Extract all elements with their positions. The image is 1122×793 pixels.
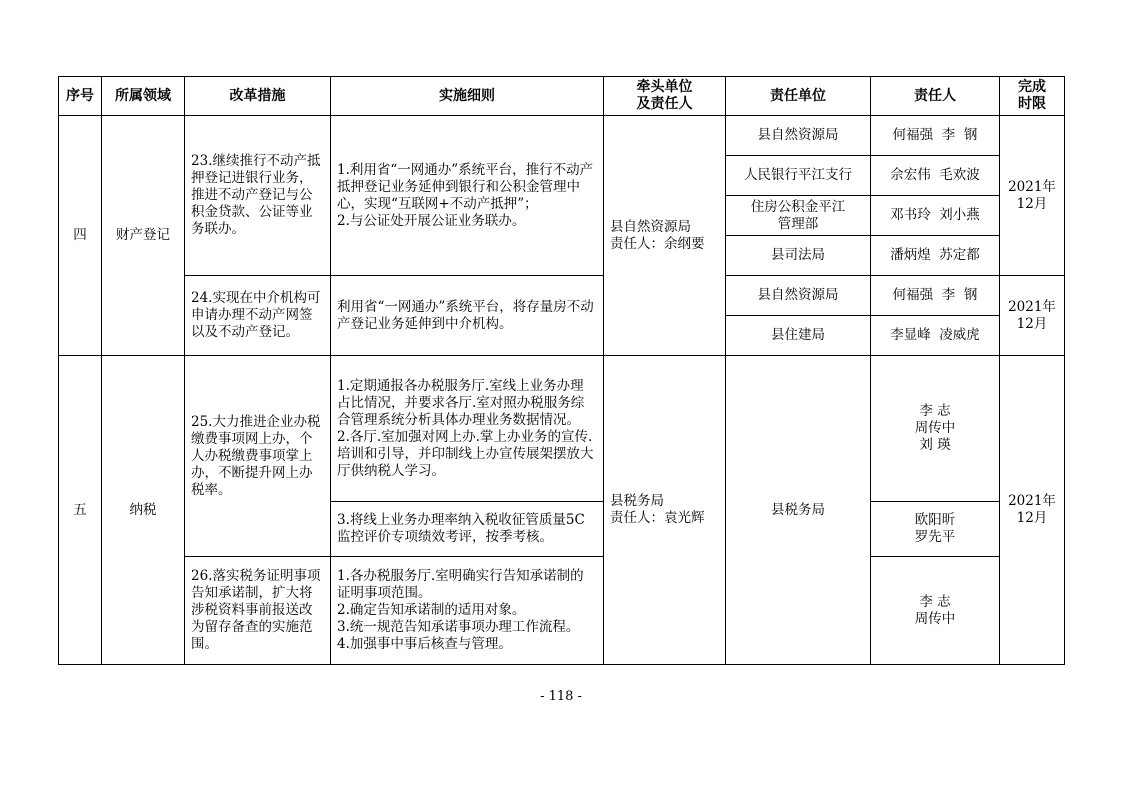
item26-detail: 1.各办税服务厅.室明确实行告知承诺制的证明事项范围。 2.确定告知承诺制的适用对象。 3.统一规范告知承诺事项办理工作流程。 4.加强事中事后核查与管理。	[331, 557, 604, 665]
item25-person-a: 李 志 周传中 刘 瑛	[871, 356, 1000, 502]
item23-detail: 1.利用省“一网通办”系统平台，推行不动产抵押登记业务延伸到银行和公积金管理中心，实现“互联网+不动产抵押”； 2.与公证处开展公证业务联办。	[331, 116, 604, 276]
table-row	[59, 557, 1065, 665]
header-row	[59, 77, 1065, 116]
group5-unit: 县税务局	[726, 356, 871, 665]
item24-measure: 24.实现在中介机构可申请办理不动产网签以及不动产登记。	[185, 276, 331, 356]
table-row	[59, 276, 1065, 316]
item23-unit-4: 县司法局	[726, 236, 871, 276]
item24-deadline: 2021年 12月	[1000, 276, 1065, 356]
header-person: 责任人	[871, 77, 1000, 116]
group4-lead: 县自然资源局 责任人：余纲要	[604, 116, 726, 356]
group4-field: 财产登记	[102, 116, 185, 356]
header-seq: 序号	[59, 77, 102, 116]
item23-unit-3: 住房公积金平江 管理部	[726, 196, 871, 236]
item23-person-2: 佘宏伟 毛欢波	[871, 156, 1000, 196]
header-measure: 改革措施	[185, 77, 331, 116]
table-row	[59, 116, 1065, 156]
item23-unit-2: 人民银行平江支行	[726, 156, 871, 196]
table-row	[59, 356, 1065, 502]
header-detail: 实施细则	[331, 77, 604, 116]
header-field: 所属领域	[102, 77, 185, 116]
item24-unit-2: 县住建局	[726, 316, 871, 356]
header-unit: 责任单位	[726, 77, 871, 116]
group4-seq: 四	[59, 116, 102, 356]
item23-deadline: 2021年 12月	[1000, 116, 1065, 276]
item24-detail: 利用省“一网通办”系统平台，将存量房不动产登记业务延伸到中介机构。	[331, 276, 604, 356]
group5-deadline: 2021年 12月	[1000, 356, 1065, 665]
item26-measure: 26.落实税务证明事项告知承诺制，扩大将涉税资料事前报送改为留存备查的实施范围。	[185, 557, 331, 665]
item23-measure: 23.继续推行不动产抵押登记进银行业务，推进不动产登记与公积金贷款、公证等业务联办。	[185, 116, 331, 276]
header-lead: 牵头单位 及责任人	[604, 77, 726, 116]
item25-measure: 25.大力推进企业办税缴费事项网上办，个人办税缴费事项掌上办，不断提升网上办税率。	[185, 356, 331, 557]
group5-field: 纳税	[102, 356, 185, 665]
item25-detail-b: 3.将线上业务办理率纳入税收征管质量5C监控评价专项绩效考评，按季考核。	[331, 502, 604, 557]
header-deadline: 完成 时限	[1000, 77, 1065, 116]
page-number: - 118 -	[540, 689, 582, 704]
item24-unit-1: 县自然资源局	[726, 276, 871, 316]
item23-person-4: 潘炳煌 苏定都	[871, 236, 1000, 276]
item23-person-3: 邓书玲 刘小燕	[871, 196, 1000, 236]
item25-person-b: 欧阳昕 罗先平	[871, 502, 1000, 557]
reform-table	[58, 76, 1065, 665]
item24-person-1: 何福强 李 钢	[871, 276, 1000, 316]
item23-unit-1: 县自然资源局	[726, 116, 871, 156]
group5-seq: 五	[59, 356, 102, 665]
item25-detail-a: 1.定期通报各办税服务厅.室线上业务办理占比情况，并要求各厅.室对照办税服务综合管理系统分析具体办理业务数据情况。 2.各厅.室加强对网上办.掌上办业务的宣传.培训和引导，并印制线上办宣传展架摆放大厅供纳税人学习。	[331, 356, 604, 502]
item24-person-2: 李显峰 凌威虎	[871, 316, 1000, 356]
group5-lead: 县税务局 责任人：袁光辉	[604, 356, 726, 665]
item23-person-1: 何福强 李 钢	[871, 116, 1000, 156]
item26-person: 李 志 周传中	[871, 557, 1000, 665]
